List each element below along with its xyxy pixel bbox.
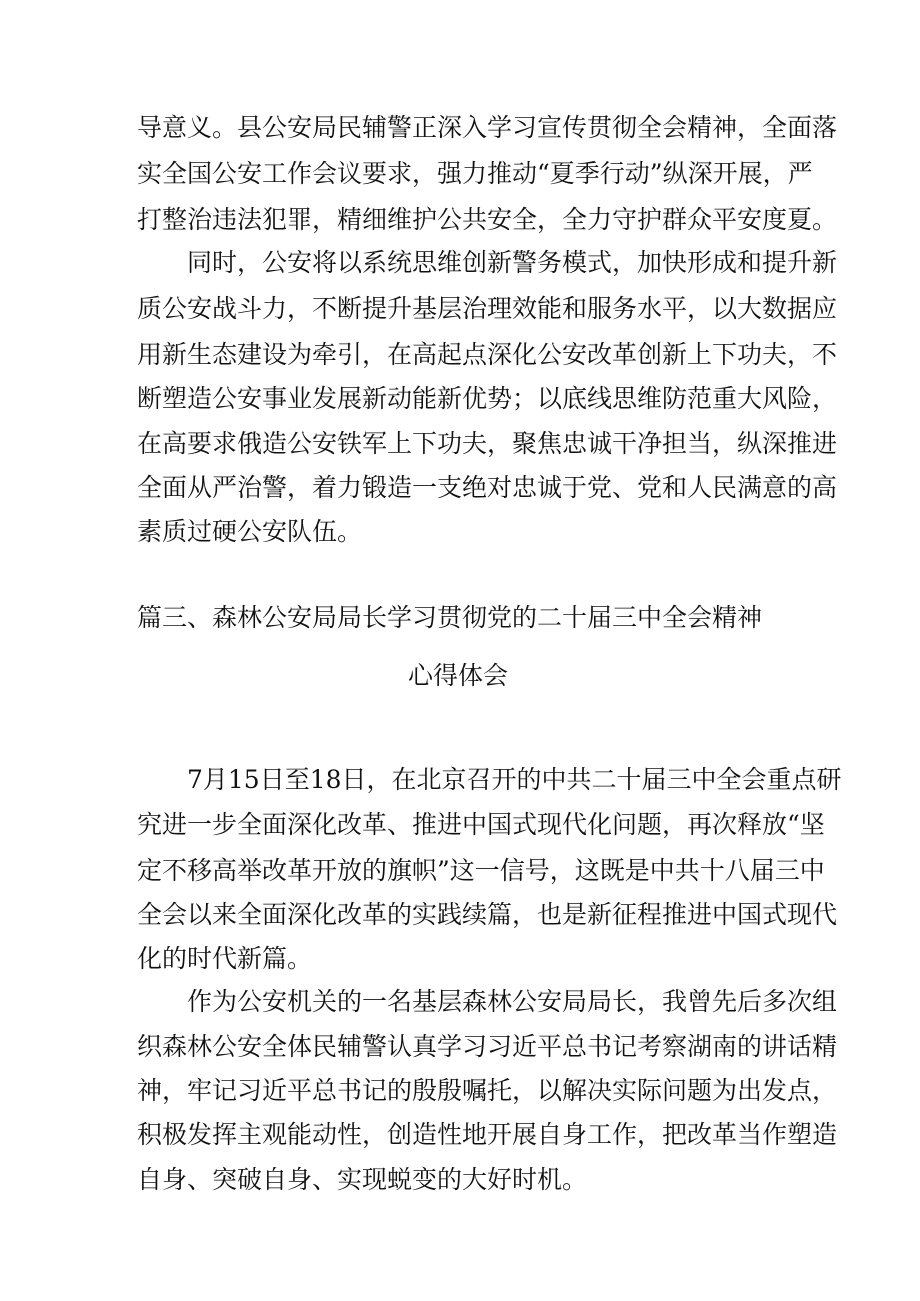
paragraph-2-line-3: 用新生态建设为牵引，在高起点深化公安改革创新上下功夫，不 <box>137 340 838 369</box>
paragraph-3-line-5: 化的时代新篇。 <box>137 944 313 973</box>
paragraph-3-line-1: 7月15日至18日，在北京召开的中共二十届三中全会重点研 <box>187 765 842 794</box>
paragraph-4-line-2: 织森林公安全体民辅警认真学习习近平总书记考察湖南的讲话精 <box>137 1032 838 1061</box>
paragraph-1-line-2: 实全国公安工作会议要求，强力推动“夏季行动”纵深开展，严 <box>137 159 813 188</box>
paragraph-2-line-6: 全面从严治警，着力锻造一支绝对忠诚于党、党和人民满意的高 <box>137 473 838 502</box>
paragraph-2-line-2: 质公安战斗力，不断提升基层治理效能和服务水平，以大数据应 <box>137 294 838 323</box>
paragraph-3-line-4: 全会以来全面深化改革的实践续篇，也是新征程推进中国式现代 <box>137 900 838 929</box>
paragraph-2-line-1: 同时，公安将以系统思维创新警务模式，加快形成和提升新 <box>187 248 838 277</box>
section-heading-line-2: 心得体会 <box>408 661 509 690</box>
paragraph-4-line-4: 积极发挥主观能动性，创造性地开展自身工作，把改革当作塑造 <box>137 1120 838 1149</box>
paragraph-2-line-7: 素质过硬公安队伍。 <box>137 517 363 546</box>
paragraph-4-line-5: 自身、突破自身、实现蜕变的大好时机。 <box>137 1165 588 1194</box>
paragraph-4-line-3: 神，牢记习近平总书记的殷殷嘱托，以解决实际问题为出发点， <box>137 1076 838 1105</box>
paragraph-1-line-3: 打整治违法犯罪，精细维护公共安全，全力守护群众平安度夏。 <box>137 205 838 234</box>
paragraph-3-line-2: 究进一步全面深化改革、推进中国式现代化问题，再次释放“坚 <box>137 810 825 839</box>
paragraph-1-line-1: 导意义。县公安局民辅警正深入学习宣传贯彻全会精神，全面落 <box>137 113 838 142</box>
section-heading-line-1: 篇三、森林公安局局长学习贯彻党的二十届三中全会精神 <box>137 603 763 632</box>
paragraph-3-line-3: 定不移高举改革开放的旗帜”这一信号，这既是中共十八届三中 <box>137 856 825 885</box>
paragraph-2-line-5: 在高要求俄造公安铁军上下功夫，聚焦忠诚干净担当，纵深推进 <box>137 429 838 458</box>
paragraph-4-line-1: 作为公安机关的一名基层森林公安局局长，我曾先后多次组 <box>187 987 838 1016</box>
paragraph-2-line-4: 断塑造公安事业发展新动能新优势；以底线思维防范重大风险， <box>137 384 838 413</box>
